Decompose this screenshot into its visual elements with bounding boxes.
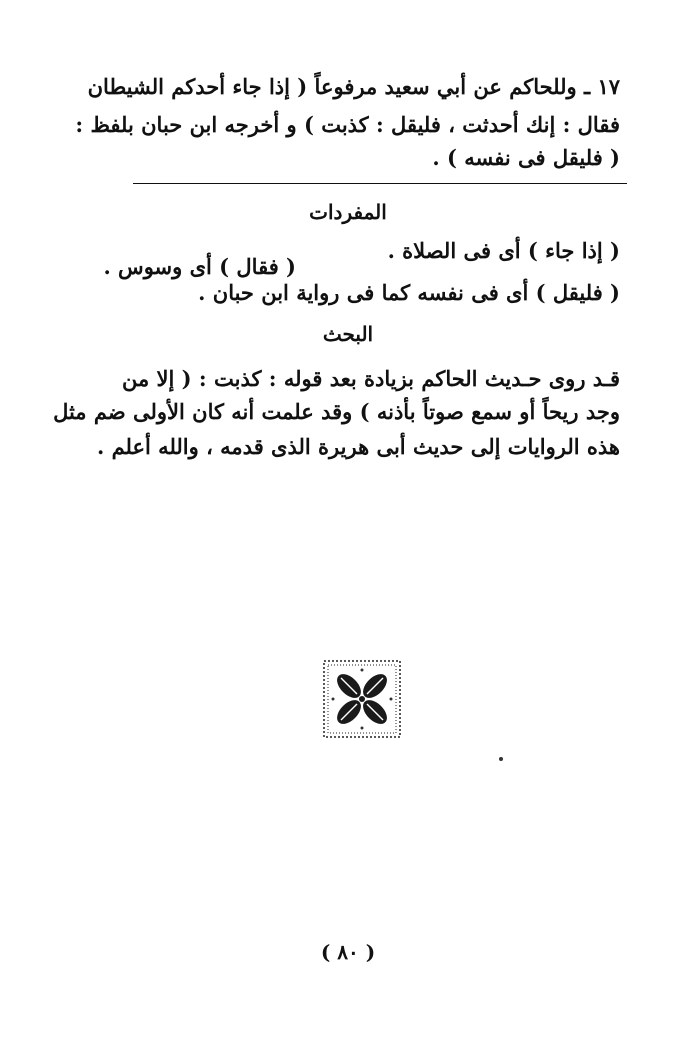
- discussion-text-line-3: هذه الروايات إلى حديث أبى هريرة الذى قدمه ، والله أعلم .: [96, 434, 620, 459]
- discussion-text-line-2: وجد ريحاً أو سمع صوتاً بأذنه ) وقد علمت أنه كان الأولى ضم مثل: [53, 399, 620, 424]
- vocabulary-item-1: ( إذا جاء ) أى فى الصلاة .: [387, 238, 620, 263]
- hadith-text-line-2: فقال : إنك أحدثت ، فليقل : كذبت ) و أخرجه ابن حبان بلفظ :: [75, 112, 620, 137]
- page-number: ( ٨٠ ): [320, 940, 376, 964]
- hadith-text-line-1: ١٧ ـ وللحاكم عن أبي سعيد مرفوعاً ( إذا جاء أحدكم الشيطان: [87, 74, 620, 99]
- vocabulary-heading: المفردات: [309, 200, 387, 224]
- floral-ornament-icon: [323, 660, 401, 738]
- discussion-text-line-1: قـد روى حـديث الحاكم بزيادة بعد قوله : كذبت : ( إلا من: [122, 366, 620, 391]
- section-divider: [133, 183, 627, 184]
- hadith-text-line-3: ( فليقل فى نفسه ) .: [432, 145, 620, 170]
- stray-ink-dot: [499, 757, 503, 761]
- discussion-heading: البحث: [322, 322, 374, 346]
- vocabulary-item-2: ( فقال ) أى وسوس .: [103, 254, 296, 279]
- vocabulary-item-3: ( فليقل ) أى فى نفسه كما فى رواية ابن حبان .: [198, 280, 620, 305]
